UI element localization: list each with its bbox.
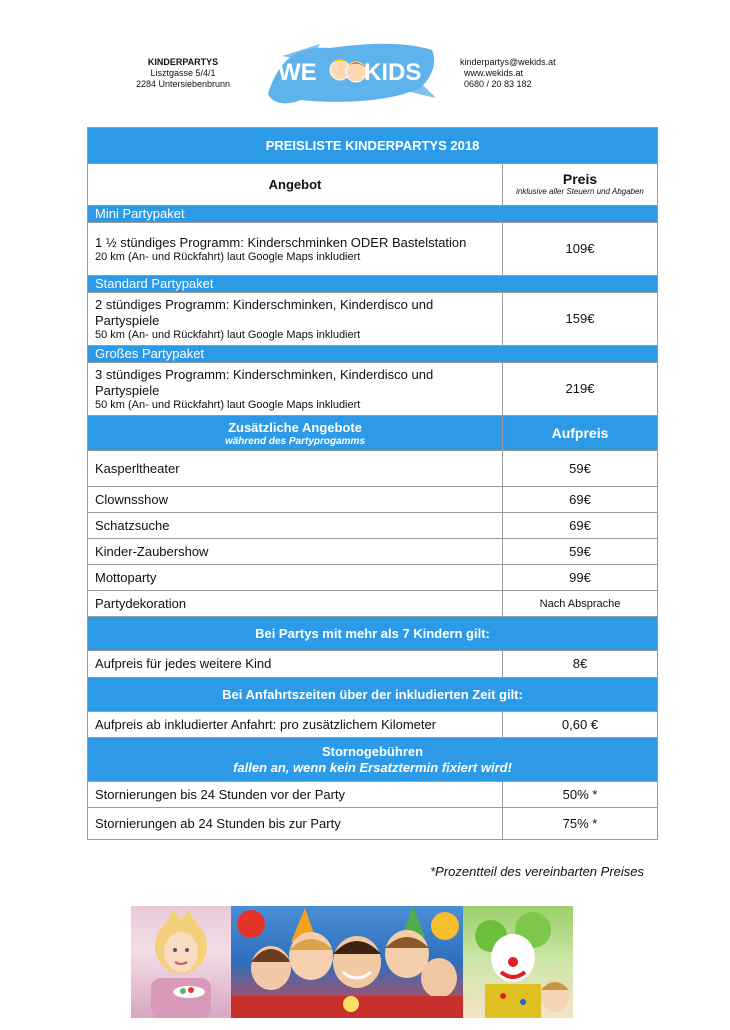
package-program: 3 stündiges Programm: Kinderschminken, Kinderdisco und Partyspiele xyxy=(95,366,434,398)
storno-header-row xyxy=(88,738,658,782)
extra-row xyxy=(88,565,658,591)
price-header-note: inklusive aller Steuern und Abgaben xyxy=(516,187,644,196)
wekids-logo xyxy=(260,36,440,106)
package-row xyxy=(88,223,658,276)
package-price: 159€ xyxy=(503,293,658,346)
extra-price: 69€ xyxy=(503,487,658,513)
table-title-row xyxy=(88,128,658,164)
extra-row xyxy=(88,487,658,513)
package-section-row xyxy=(88,206,658,223)
package-distance-note: 50 km (An- und Rückfahrt) laut Google Maps inkludiert xyxy=(95,398,361,411)
travel-row xyxy=(88,712,658,738)
travel-title: Bei Anfahrtszeiten über der inkludierten Zeit gilt: xyxy=(88,678,658,712)
package-description xyxy=(88,293,503,346)
extras-price-header: Aufpreis xyxy=(503,416,658,451)
party-kids-illustration xyxy=(231,906,463,1018)
storno-title: Stornogebühren xyxy=(321,743,424,759)
kids-item: Aufpreis für jedes weitere Kind xyxy=(88,651,503,678)
contact-info xyxy=(460,57,556,90)
travel-item: Aufpreis ab inkludierter Anfahrt: pro zusätzlichem Kilometer xyxy=(88,712,503,738)
package-row xyxy=(88,363,658,416)
column-header-price xyxy=(503,164,658,206)
package-price: 219€ xyxy=(503,363,658,416)
extra-name: Mottoparty xyxy=(88,565,503,591)
price-table xyxy=(87,127,658,840)
extra-price: 59€ xyxy=(503,539,658,565)
table-title: PREISLISTE KINDERPARTYS 2018 xyxy=(88,128,658,164)
storno-price: 50% * xyxy=(503,782,658,808)
extras-subtitle: während des Partyprogamms xyxy=(224,435,366,447)
logo-text-kids: KIDS xyxy=(364,59,422,86)
extra-row xyxy=(88,539,658,565)
kids-price: 8€ xyxy=(503,651,658,678)
extra-row xyxy=(88,591,658,617)
storno-row xyxy=(88,782,658,808)
clown-illustration xyxy=(463,906,573,1018)
storno-row xyxy=(88,808,658,840)
package-distance-note: 20 km (An- und Rückfahrt) laut Google Maps inkludiert xyxy=(95,250,361,263)
kids-title: Bei Partys mit mehr als 7 Kindern gilt: xyxy=(88,617,658,651)
storno-subtitle: fallen an, wenn kein Ersatztermin fixiert wird! xyxy=(233,759,512,775)
price-header-label: Preis xyxy=(562,171,598,187)
package-distance-note: 50 km (An- und Rückfahrt) laut Google Maps inkludiert xyxy=(95,328,361,341)
extra-price: 59€ xyxy=(503,451,658,487)
kids-row xyxy=(88,651,658,678)
extra-name: Clownsshow xyxy=(88,487,503,513)
storno-price: 75% * xyxy=(503,808,658,840)
extra-price: 69€ xyxy=(503,513,658,539)
extra-name: Kinder-Zaubershow xyxy=(88,539,503,565)
package-price: 109€ xyxy=(503,223,658,276)
package-name: Mini Partypaket xyxy=(88,206,658,223)
package-name: Großes Partypaket xyxy=(88,346,658,363)
storno-item: Stornierungen ab 24 Stunden bis zur Party xyxy=(88,808,503,840)
extra-name: Kasperltheater xyxy=(88,451,503,487)
extras-title: Zusätzliche Angebote xyxy=(228,419,362,435)
extra-row xyxy=(88,451,658,487)
photo-party-kids xyxy=(231,906,463,1018)
extra-price: Nach Absprache xyxy=(503,591,658,617)
package-description xyxy=(88,363,503,416)
extra-price: 99€ xyxy=(503,565,658,591)
package-program: 1 ½ stündiges Programm: Kinderschminken ODER Bastelstation xyxy=(95,234,467,250)
footnote: *Prozentteil des vereinbarten Preises xyxy=(430,864,644,879)
travel-header-row xyxy=(88,678,658,712)
extra-name: Partydekoration xyxy=(88,591,503,617)
package-row xyxy=(88,293,658,346)
kids-header-row xyxy=(88,617,658,651)
logo-text-we: WE xyxy=(278,59,317,86)
storno-header-cell xyxy=(88,738,658,782)
company-name: KINDERPARTYS xyxy=(147,57,219,67)
extras-title-cell xyxy=(88,416,503,451)
company-city: 2284 Untersiebenbrunn xyxy=(135,79,231,89)
package-name: Standard Partypaket xyxy=(88,276,658,293)
company-street: Lisztgasse 5/4/1 xyxy=(150,68,216,78)
column-header-offer: Angebot xyxy=(88,164,503,206)
package-program: 2 stündiges Programm: Kinderschminken, Kinderdisco und Partyspiele xyxy=(95,296,434,328)
travel-price: 0,60 € xyxy=(503,712,658,738)
contact-web: www.wekids.at xyxy=(464,68,524,78)
extra-row xyxy=(88,513,658,539)
photo-strip xyxy=(131,906,573,1018)
storno-item: Stornierungen bis 24 Stunden vor der Party xyxy=(88,782,503,808)
contact-phone: 0680 / 20 83 182 xyxy=(464,79,532,89)
package-section-row xyxy=(88,346,658,363)
contact-email: kinderpartys@wekids.at xyxy=(460,57,556,67)
photo-princess-girl xyxy=(131,906,231,1018)
princess-girl-illustration xyxy=(131,906,231,1018)
table-header-row xyxy=(88,164,658,206)
photo-clown xyxy=(463,906,573,1018)
extras-header-row xyxy=(88,416,658,451)
company-address xyxy=(118,57,248,90)
package-description xyxy=(88,223,503,276)
extra-name: Schatzsuche xyxy=(88,513,503,539)
package-section-row xyxy=(88,276,658,293)
